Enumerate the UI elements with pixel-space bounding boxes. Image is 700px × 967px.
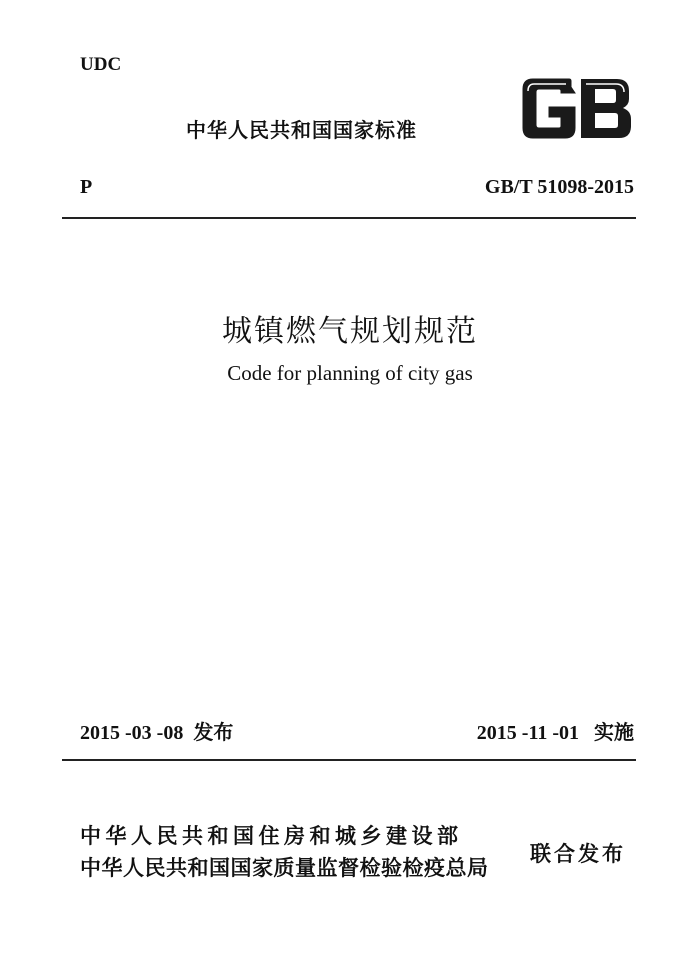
issue-label: 发布 [193,720,234,744]
udc-label: UDC [80,54,122,75]
issue-date: 2015 -03 -08 [80,722,184,744]
bottom-divider [62,759,636,761]
title-chinese: 城镇燃气规划规范 [222,314,478,349]
title-english: Code for planning of city gas [227,361,473,385]
gb-logo [519,77,635,140]
publisher-line-1: 中华人民共和国住房和城乡建设部 [80,824,463,848]
classification-code: P [80,176,93,198]
implement-date-block [477,716,634,745]
joint-publish-label: 联合发布 [530,842,626,866]
implement-label: 实施 [594,720,634,744]
standard-number: GB/T 51098-2015 [484,176,634,198]
implement-date: 2015 -11 -01 [476,722,579,744]
publisher-line-2: 中华人民共和国国家质量监督检验检疫总局 [80,856,489,880]
top-divider [62,217,636,219]
national-standard-heading: 中华人民共和国国家标准 [186,118,417,142]
issue-date-block [80,716,233,745]
